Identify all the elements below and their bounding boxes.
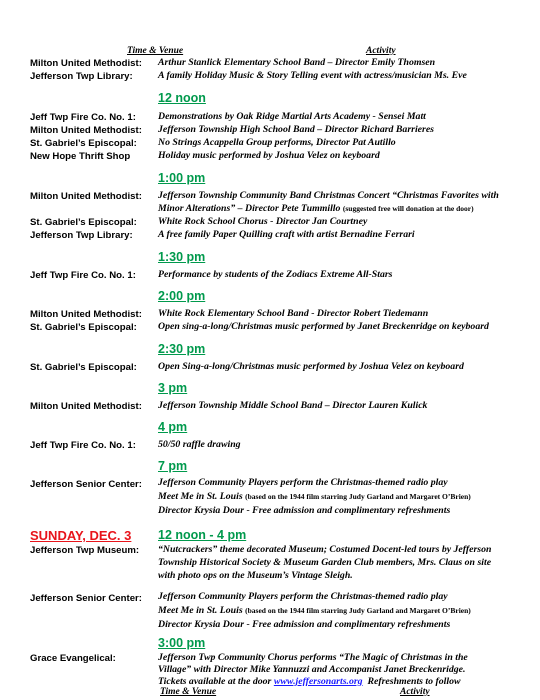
activity-text: Holiday music performed by Joshua Velez on keyboard: [158, 150, 380, 161]
time-heading: 7 pm: [158, 459, 188, 473]
footer-time-venue: Time & Venue: [160, 687, 217, 697]
venue-label: Jefferson Twp Museum:: [30, 545, 140, 556]
activity-text: Demonstrations by Oak Ridge Martial Arts Academy - Sensei Matt: [158, 111, 426, 122]
venue-label: Jefferson Twp Library:: [30, 230, 133, 241]
venue-label: Milton United Methodist:: [30, 125, 142, 136]
activity-text: Jefferson Township Middle School Band – Director Lauren Kulick: [158, 400, 428, 411]
activity-note: (suggested free will donation at the door): [342, 204, 474, 213]
activity-main: Minor Alterations” – Director Pete Tummillo: [158, 203, 341, 214]
activity-title: Meet Me in St. Louis: [158, 605, 243, 616]
venue-label: Jefferson Senior Center:: [30, 479, 142, 490]
venue-label: Milton United Methodist:: [30, 401, 142, 412]
time-heading: 3 pm: [158, 381, 188, 395]
venue-label: New Hope Thrift Shop: [30, 151, 131, 162]
activity-text: Director Krysia Dour - Free admission and complimentary refreshments: [158, 505, 451, 516]
activity-text: [158, 605, 528, 617]
activity-text: Township Historical Society & Museum Garden Club members, Mrs. Claus on site: [158, 557, 492, 568]
activity-text: Jefferson Township High School Band – Director Richard Barrieres: [158, 124, 434, 135]
day-heading: SUNDAY, DEC. 3: [30, 528, 132, 543]
time-heading: 12 noon: [158, 91, 206, 105]
activity-text: White Rock Elementary School Band - Director Robert Tiedemann: [158, 308, 429, 319]
time-heading: 1:30 pm: [158, 250, 206, 264]
activity-text: Jefferson Township Community Band Christmas Concert “Christmas Favorites with: [158, 190, 499, 201]
time-heading: 1:00 pm: [158, 171, 206, 185]
activity-text: “Nutcrackers” theme decorated Museum; Costumed Docent-led tours by Jefferson: [158, 544, 492, 555]
activity-text: [158, 203, 528, 215]
venue-label: Jeff Twp Fire Co. No. 1:: [30, 270, 136, 281]
time-heading: 3:00 pm: [158, 636, 206, 650]
activity-title: Meet Me in St. Louis: [158, 491, 243, 502]
activity-text: Village” with Director Mike Yannuzzi and Accompanist Janet Breckenridge.: [158, 664, 466, 675]
activity-text: Jefferson Twp Community Chorus performs “The Magic of Christmas in the: [158, 652, 468, 663]
venue-label: Jefferson Twp Library:: [30, 71, 133, 82]
activity-text: No Strings Acappella Group performs, Director Pat Autillo: [158, 137, 396, 148]
venue-label: St. Gabriel’s Episcopal:: [30, 362, 137, 373]
venue-label: Jeff Twp Fire Co. No. 1:: [30, 440, 136, 451]
footer-activity: Activity: [400, 687, 430, 697]
time-heading: 2:30 pm: [158, 342, 206, 356]
venue-label: Milton United Methodist:: [30, 58, 142, 69]
activity-text: Arthur Stanlick Elementary School Band – Director Emily Thomsen: [158, 57, 436, 68]
time-heading: 12 noon - 4 pm: [158, 528, 247, 542]
venue-label: Jefferson Senior Center:: [30, 593, 142, 604]
activity-text: Open Sing-a-long/Christmas music performed by Joshua Velez on keyboard: [158, 361, 464, 372]
header-time-venue: Time & Venue: [127, 46, 184, 56]
activity-note: (based on the 1944 film starring Judy Garland and Margaret O’Brien): [245, 606, 471, 615]
venue-label: St. Gabriel’s Episcopal:: [30, 217, 137, 228]
venue-label: Jeff Twp Fire Co. No. 1:: [30, 112, 136, 123]
venue-label: St. Gabriel’s Episcopal:: [30, 322, 137, 333]
activity-note: (based on the 1944 film starring Judy Garland and Margaret O’Brien): [245, 492, 471, 501]
activity-text: with photo ops on the Museum’s Vintage Sleigh.: [158, 570, 353, 581]
venue-label: Milton United Methodist:: [30, 309, 142, 320]
website-link[interactable]: www.jeffersonarts.org: [273, 676, 363, 687]
time-heading: 4 pm: [158, 420, 188, 434]
activity-text: White Rock School Chorus - Director Jan Courtney: [158, 216, 368, 227]
header-activity: Activity: [366, 46, 396, 56]
venue-label: St. Gabriel’s Episcopal:: [30, 138, 137, 149]
activity-text: Director Krysia Dour - Free admission and complimentary refreshments: [158, 619, 451, 630]
venue-label: Grace Evangelical:: [30, 653, 116, 664]
activity-text: Performance by students of the Zodiacs Extreme All-Stars: [158, 269, 393, 280]
activity-text: [158, 491, 528, 503]
activity-text: Open sing-a-long/Christmas music performed by Janet Breckenridge on keyboard: [158, 321, 489, 332]
activity-text: 50/50 raffle drawing: [158, 439, 241, 450]
activity-text: A free family Paper Quilling craft with artist Bernadine Ferrari: [158, 229, 415, 240]
activity-text: Jefferson Community Players perform the Christmas-themed radio play: [158, 591, 448, 602]
activity-text: A family Holiday Music & Story Telling event with actress/musician Ms. Eve: [158, 70, 467, 81]
venue-label: Milton United Methodist:: [30, 191, 142, 202]
activity-main: Refreshments to follow: [367, 676, 461, 687]
activity-text: Jefferson Community Players perform the Christmas-themed radio play: [158, 477, 448, 488]
activity-main: Tickets available at the door: [158, 676, 272, 687]
time-heading: 2:00 pm: [158, 289, 206, 303]
